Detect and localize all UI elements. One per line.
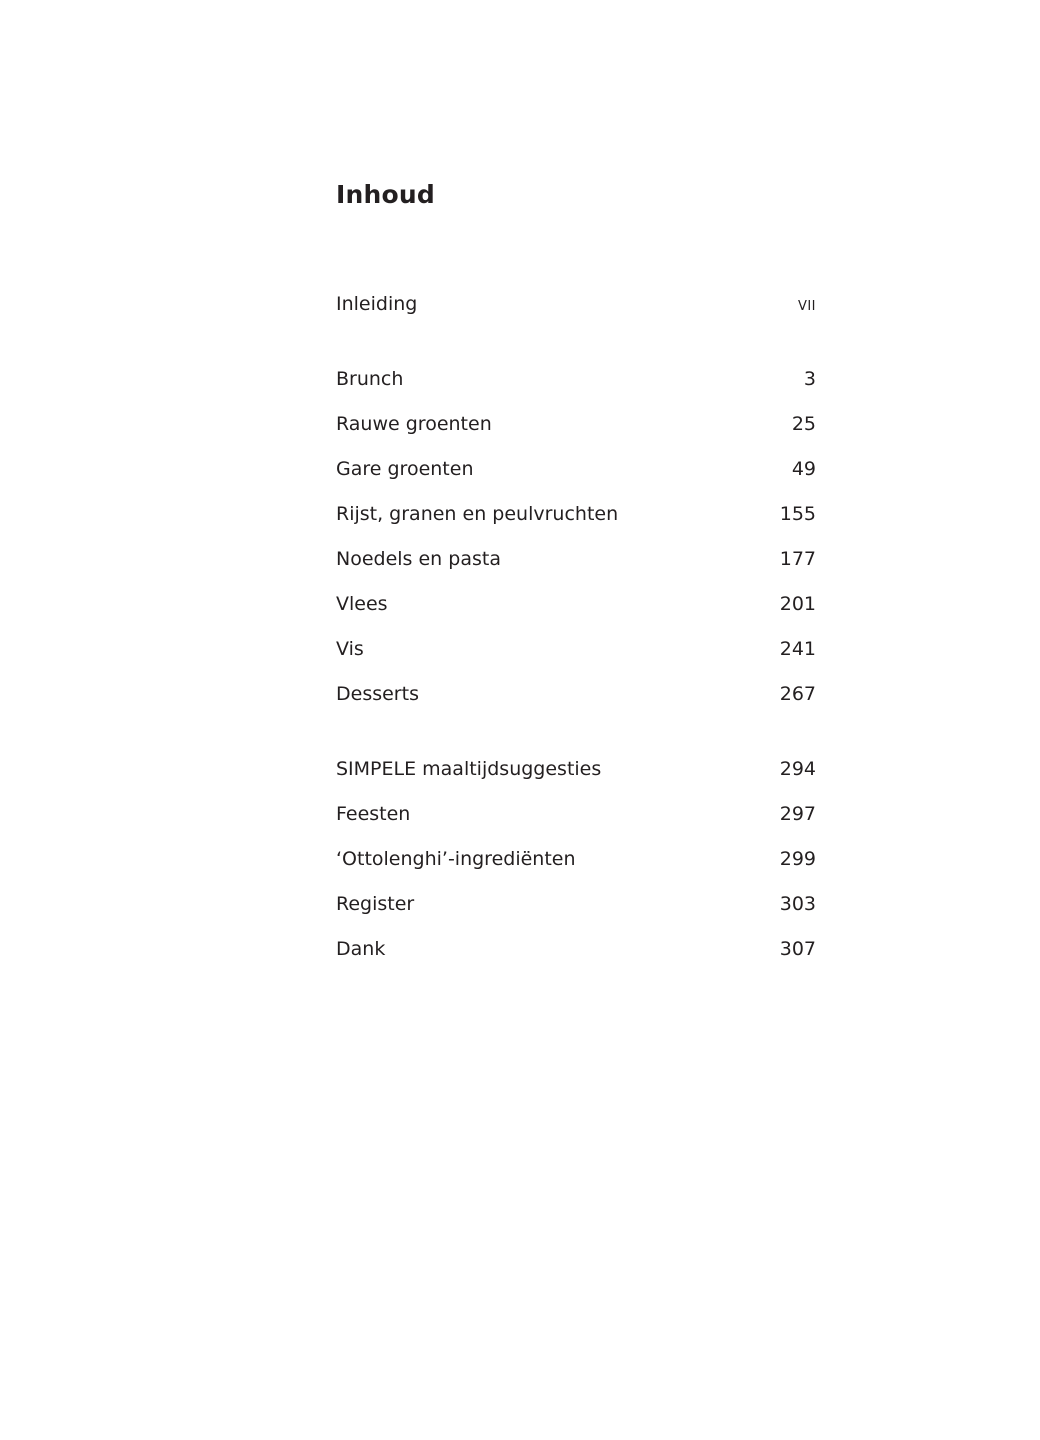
- toc-entry-vis: [336, 637, 816, 661]
- toc-entry-dank: [336, 937, 816, 961]
- toc-entry-feesten: [336, 802, 816, 826]
- toc-entry-page: 3: [803, 368, 816, 390]
- toc-entry-page: 294: [779, 758, 816, 780]
- toc-entry-page: 299: [779, 848, 816, 870]
- toc-entry-label: Feesten: [336, 803, 411, 825]
- toc-entry-label: Register: [336, 893, 415, 915]
- toc-entry-page: 25: [791, 413, 816, 435]
- toc-entry-label: Vis: [336, 638, 364, 660]
- toc-entry-page: 49: [791, 458, 816, 480]
- toc-entry-page: VII: [797, 299, 816, 314]
- toc-entry-desserts: [336, 682, 816, 706]
- toc-entry-rauwe-groenten: [336, 412, 816, 436]
- toc-entry-rijst: [336, 502, 816, 526]
- toc-entry-label: Desserts: [336, 683, 419, 705]
- toc-entry-page: 297: [779, 803, 816, 825]
- toc-entry-page: 241: [779, 638, 816, 660]
- toc-entry-vlees: [336, 592, 816, 616]
- toc-entry-label: Inleiding: [336, 293, 418, 315]
- toc-entry-page: 267: [779, 683, 816, 705]
- toc-entry-brunch: [336, 367, 816, 391]
- toc-entry-label: Gare groenten: [336, 458, 474, 480]
- toc-entry-label: ‘Ottolenghi’-ingrediënten: [336, 848, 576, 870]
- toc-entry-inleiding: [336, 292, 816, 319]
- toc-entry-label: Noedels en pasta: [336, 548, 501, 570]
- toc-entry-gare-groenten: [336, 457, 816, 481]
- toc-entry-ingredienten: [336, 847, 816, 871]
- toc-entry-register: [336, 892, 816, 916]
- toc-entry-page: 201: [779, 593, 816, 615]
- toc-entry-simpele: [336, 757, 816, 781]
- toc-entry-page: 177: [779, 548, 816, 570]
- toc-entry-label: Rijst, granen en peulvruchten: [336, 503, 619, 525]
- toc-entry-page: 155: [779, 503, 816, 525]
- page-title: Inhoud: [336, 180, 435, 209]
- toc-entry-noedels: [336, 547, 816, 571]
- toc-entry-label: Vlees: [336, 593, 388, 615]
- toc-entry-page: 303: [779, 893, 816, 915]
- toc-entry-label: Rauwe groenten: [336, 413, 492, 435]
- toc-entry-page: 307: [779, 938, 816, 960]
- toc-entry-label: Dank: [336, 938, 386, 960]
- toc-entry-label: SIMPELE maaltijdsuggesties: [336, 758, 602, 780]
- toc-entry-label: Brunch: [336, 368, 404, 390]
